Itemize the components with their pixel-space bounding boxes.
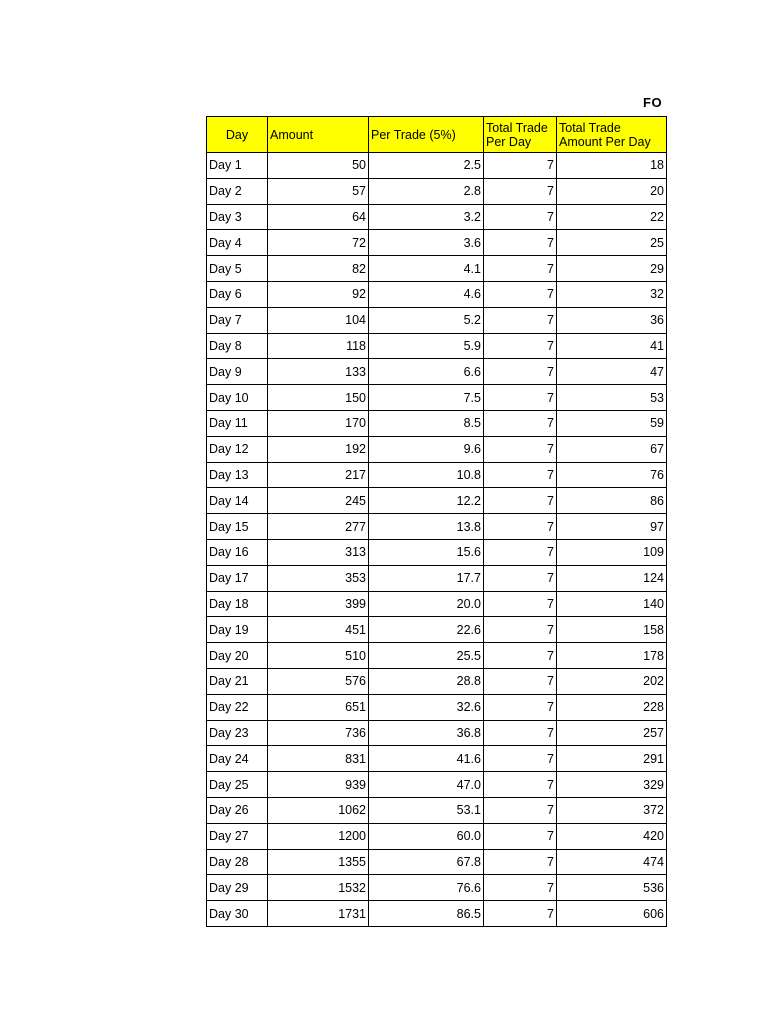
cell-amount: 277: [268, 514, 369, 540]
cell-amount: 104: [268, 307, 369, 333]
cell-total-trade-amount-per-day: 158: [557, 617, 667, 643]
cell-day: Day 13: [207, 462, 268, 488]
cell-amount: 1532: [268, 875, 369, 901]
cell-total-trade-per-day: 7: [484, 256, 557, 282]
cell-day: Day 20: [207, 643, 268, 669]
cell-total-trade-per-day: 7: [484, 281, 557, 307]
cell-total-trade-per-day: 7: [484, 849, 557, 875]
spreadsheet-viewport: [206, 116, 664, 927]
cell-day: Day 4: [207, 230, 268, 256]
cell-total-trade-per-day: 7: [484, 307, 557, 333]
cell-per-trade: 4.6: [369, 281, 484, 307]
cell-day: Day 25: [207, 772, 268, 798]
cell-total-trade-per-day: 7: [484, 488, 557, 514]
cell-amount: 1200: [268, 823, 369, 849]
cell-day: Day 11: [207, 410, 268, 436]
cell-day: Day 7: [207, 307, 268, 333]
cell-total-trade-amount-per-day: 36: [557, 307, 667, 333]
cell-day: Day 8: [207, 333, 268, 359]
cell-total-trade-amount-per-day: 606: [557, 901, 667, 927]
cell-total-trade-amount-per-day: 124: [557, 565, 667, 591]
cell-day: Day 30: [207, 901, 268, 927]
cell-total-trade-per-day: 7: [484, 617, 557, 643]
cell-total-trade-per-day: 7: [484, 565, 557, 591]
table-row: [207, 410, 667, 436]
cell-total-trade-per-day: 7: [484, 436, 557, 462]
cell-total-trade-per-day: 7: [484, 462, 557, 488]
cell-total-trade-per-day: 7: [484, 410, 557, 436]
cell-day: Day 24: [207, 746, 268, 772]
header-per-trade: Per Trade (5%): [369, 117, 484, 153]
cell-day: Day 19: [207, 617, 268, 643]
cell-total-trade-amount-per-day: 53: [557, 385, 667, 411]
cell-total-trade-amount-per-day: 474: [557, 849, 667, 875]
table-row: [207, 849, 667, 875]
cell-day: Day 1: [207, 153, 268, 179]
cell-total-trade-amount-per-day: 29: [557, 256, 667, 282]
cell-total-trade-amount-per-day: 257: [557, 720, 667, 746]
cell-per-trade: 6.6: [369, 359, 484, 385]
table-row: [207, 256, 667, 282]
cell-per-trade: 60.0: [369, 823, 484, 849]
table-row: [207, 720, 667, 746]
cell-total-trade-per-day: 7: [484, 204, 557, 230]
cell-per-trade: 53.1: [369, 797, 484, 823]
cell-day: Day 15: [207, 514, 268, 540]
cell-total-trade-per-day: 7: [484, 333, 557, 359]
table-row: [207, 797, 667, 823]
cell-amount: 72: [268, 230, 369, 256]
cell-amount: 1355: [268, 849, 369, 875]
cell-per-trade: 2.5: [369, 153, 484, 179]
cell-total-trade-per-day: 7: [484, 539, 557, 565]
page-title: FO: [643, 95, 663, 110]
cell-total-trade-per-day: 7: [484, 720, 557, 746]
cell-day: Day 29: [207, 875, 268, 901]
table-row: [207, 668, 667, 694]
cell-per-trade: 32.6: [369, 694, 484, 720]
cell-day: Day 2: [207, 178, 268, 204]
cell-amount: 313: [268, 539, 369, 565]
table-row: [207, 565, 667, 591]
header-day: Day: [207, 117, 268, 153]
cell-per-trade: 47.0: [369, 772, 484, 798]
cell-total-trade-per-day: 7: [484, 591, 557, 617]
cell-per-trade: 22.6: [369, 617, 484, 643]
table-row: [207, 901, 667, 927]
cell-per-trade: 20.0: [369, 591, 484, 617]
table-row: [207, 772, 667, 798]
cell-per-trade: 9.6: [369, 436, 484, 462]
header-total-trade-per-day: Total Trade Per Day: [484, 117, 557, 153]
cell-amount: 399: [268, 591, 369, 617]
cell-total-trade-amount-per-day: 47: [557, 359, 667, 385]
cell-per-trade: 4.1: [369, 256, 484, 282]
cell-amount: 133: [268, 359, 369, 385]
cell-total-trade-amount-per-day: 291: [557, 746, 667, 772]
table-row: [207, 514, 667, 540]
table-row: [207, 694, 667, 720]
cell-amount: 1731: [268, 901, 369, 927]
cell-amount: 831: [268, 746, 369, 772]
table-row: [207, 746, 667, 772]
cell-day: Day 28: [207, 849, 268, 875]
cell-day: Day 16: [207, 539, 268, 565]
cell-day: Day 14: [207, 488, 268, 514]
cell-total-trade-amount-per-day: 536: [557, 875, 667, 901]
cell-total-trade-amount-per-day: 59: [557, 410, 667, 436]
cell-amount: 939: [268, 772, 369, 798]
cell-amount: 353: [268, 565, 369, 591]
table-row: [207, 617, 667, 643]
cell-amount: 576: [268, 668, 369, 694]
cell-per-trade: 10.8: [369, 462, 484, 488]
cell-amount: 170: [268, 410, 369, 436]
cell-per-trade: 28.8: [369, 668, 484, 694]
cell-total-trade-amount-per-day: 420: [557, 823, 667, 849]
cell-total-trade-amount-per-day: 86: [557, 488, 667, 514]
table-row: [207, 591, 667, 617]
cell-total-trade-amount-per-day: 20: [557, 178, 667, 204]
table-row: [207, 178, 667, 204]
cell-total-trade-per-day: 7: [484, 797, 557, 823]
cell-total-trade-per-day: 7: [484, 772, 557, 798]
cell-day: Day 17: [207, 565, 268, 591]
cell-per-trade: 41.6: [369, 746, 484, 772]
cell-day: Day 3: [207, 204, 268, 230]
cell-total-trade-per-day: 7: [484, 230, 557, 256]
table-row: [207, 643, 667, 669]
cell-total-trade-per-day: 7: [484, 359, 557, 385]
cell-per-trade: 15.6: [369, 539, 484, 565]
cell-amount: 50: [268, 153, 369, 179]
table-row: [207, 823, 667, 849]
cell-per-trade: 67.8: [369, 849, 484, 875]
cell-amount: 150: [268, 385, 369, 411]
cell-total-trade-amount-per-day: 97: [557, 514, 667, 540]
trade-table: [206, 116, 667, 927]
cell-total-trade-amount-per-day: 76: [557, 462, 667, 488]
cell-per-trade: 25.5: [369, 643, 484, 669]
cell-total-trade-per-day: 7: [484, 668, 557, 694]
cell-amount: 92: [268, 281, 369, 307]
table-row: [207, 204, 667, 230]
table-row: [207, 307, 667, 333]
cell-total-trade-per-day: 7: [484, 746, 557, 772]
cell-per-trade: 8.5: [369, 410, 484, 436]
cell-total-trade-amount-per-day: 32: [557, 281, 667, 307]
cell-per-trade: 2.8: [369, 178, 484, 204]
cell-per-trade: 76.6: [369, 875, 484, 901]
cell-per-trade: 3.6: [369, 230, 484, 256]
cell-amount: 82: [268, 256, 369, 282]
cell-total-trade-amount-per-day: 140: [557, 591, 667, 617]
cell-total-trade-amount-per-day: 41: [557, 333, 667, 359]
cell-total-trade-amount-per-day: 178: [557, 643, 667, 669]
cell-amount: 510: [268, 643, 369, 669]
table-row: [207, 488, 667, 514]
header-row: [207, 117, 667, 153]
cell-total-trade-per-day: 7: [484, 514, 557, 540]
cell-total-trade-amount-per-day: 109: [557, 539, 667, 565]
cell-day: Day 18: [207, 591, 268, 617]
table-row: [207, 436, 667, 462]
cell-total-trade-per-day: 7: [484, 901, 557, 927]
cell-total-trade-amount-per-day: 25: [557, 230, 667, 256]
table-body: [207, 153, 667, 927]
cell-amount: 57: [268, 178, 369, 204]
header-amount: Amount: [268, 117, 369, 153]
cell-per-trade: 36.8: [369, 720, 484, 746]
cell-amount: 64: [268, 204, 369, 230]
cell-total-trade-amount-per-day: 228: [557, 694, 667, 720]
cell-day: Day 21: [207, 668, 268, 694]
cell-total-trade-amount-per-day: 18: [557, 153, 667, 179]
cell-amount: 451: [268, 617, 369, 643]
cell-total-trade-per-day: 7: [484, 385, 557, 411]
cell-day: Day 10: [207, 385, 268, 411]
cell-amount: 1062: [268, 797, 369, 823]
cell-day: Day 23: [207, 720, 268, 746]
cell-total-trade-per-day: 7: [484, 823, 557, 849]
cell-day: Day 27: [207, 823, 268, 849]
cell-per-trade: 5.9: [369, 333, 484, 359]
table-row: [207, 281, 667, 307]
cell-total-trade-amount-per-day: 372: [557, 797, 667, 823]
cell-day: Day 22: [207, 694, 268, 720]
cell-total-trade-per-day: 7: [484, 153, 557, 179]
cell-day: Day 9: [207, 359, 268, 385]
cell-amount: 736: [268, 720, 369, 746]
cell-total-trade-per-day: 7: [484, 875, 557, 901]
cell-day: Day 12: [207, 436, 268, 462]
table-row: [207, 875, 667, 901]
cell-total-trade-amount-per-day: 202: [557, 668, 667, 694]
table-row: [207, 153, 667, 179]
cell-total-trade-amount-per-day: 22: [557, 204, 667, 230]
cell-per-trade: 3.2: [369, 204, 484, 230]
cell-amount: 651: [268, 694, 369, 720]
cell-per-trade: 13.8: [369, 514, 484, 540]
table-row: [207, 230, 667, 256]
cell-amount: 245: [268, 488, 369, 514]
cell-total-trade-per-day: 7: [484, 178, 557, 204]
cell-day: Day 26: [207, 797, 268, 823]
cell-per-trade: 12.2: [369, 488, 484, 514]
cell-amount: 192: [268, 436, 369, 462]
cell-day: Day 6: [207, 281, 268, 307]
table-row: [207, 539, 667, 565]
table-row: [207, 462, 667, 488]
table-row: [207, 385, 667, 411]
cell-amount: 217: [268, 462, 369, 488]
cell-total-trade-per-day: 7: [484, 694, 557, 720]
header-total-trade-amount-per-day: Total Trade Amount Per Day: [557, 117, 667, 153]
cell-total-trade-amount-per-day: 329: [557, 772, 667, 798]
cell-amount: 118: [268, 333, 369, 359]
cell-per-trade: 86.5: [369, 901, 484, 927]
cell-day: Day 5: [207, 256, 268, 282]
cell-total-trade-amount-per-day: 67: [557, 436, 667, 462]
table-row: [207, 333, 667, 359]
table-row: [207, 359, 667, 385]
cell-per-trade: 17.7: [369, 565, 484, 591]
cell-per-trade: 5.2: [369, 307, 484, 333]
cell-per-trade: 7.5: [369, 385, 484, 411]
cell-total-trade-per-day: 7: [484, 643, 557, 669]
